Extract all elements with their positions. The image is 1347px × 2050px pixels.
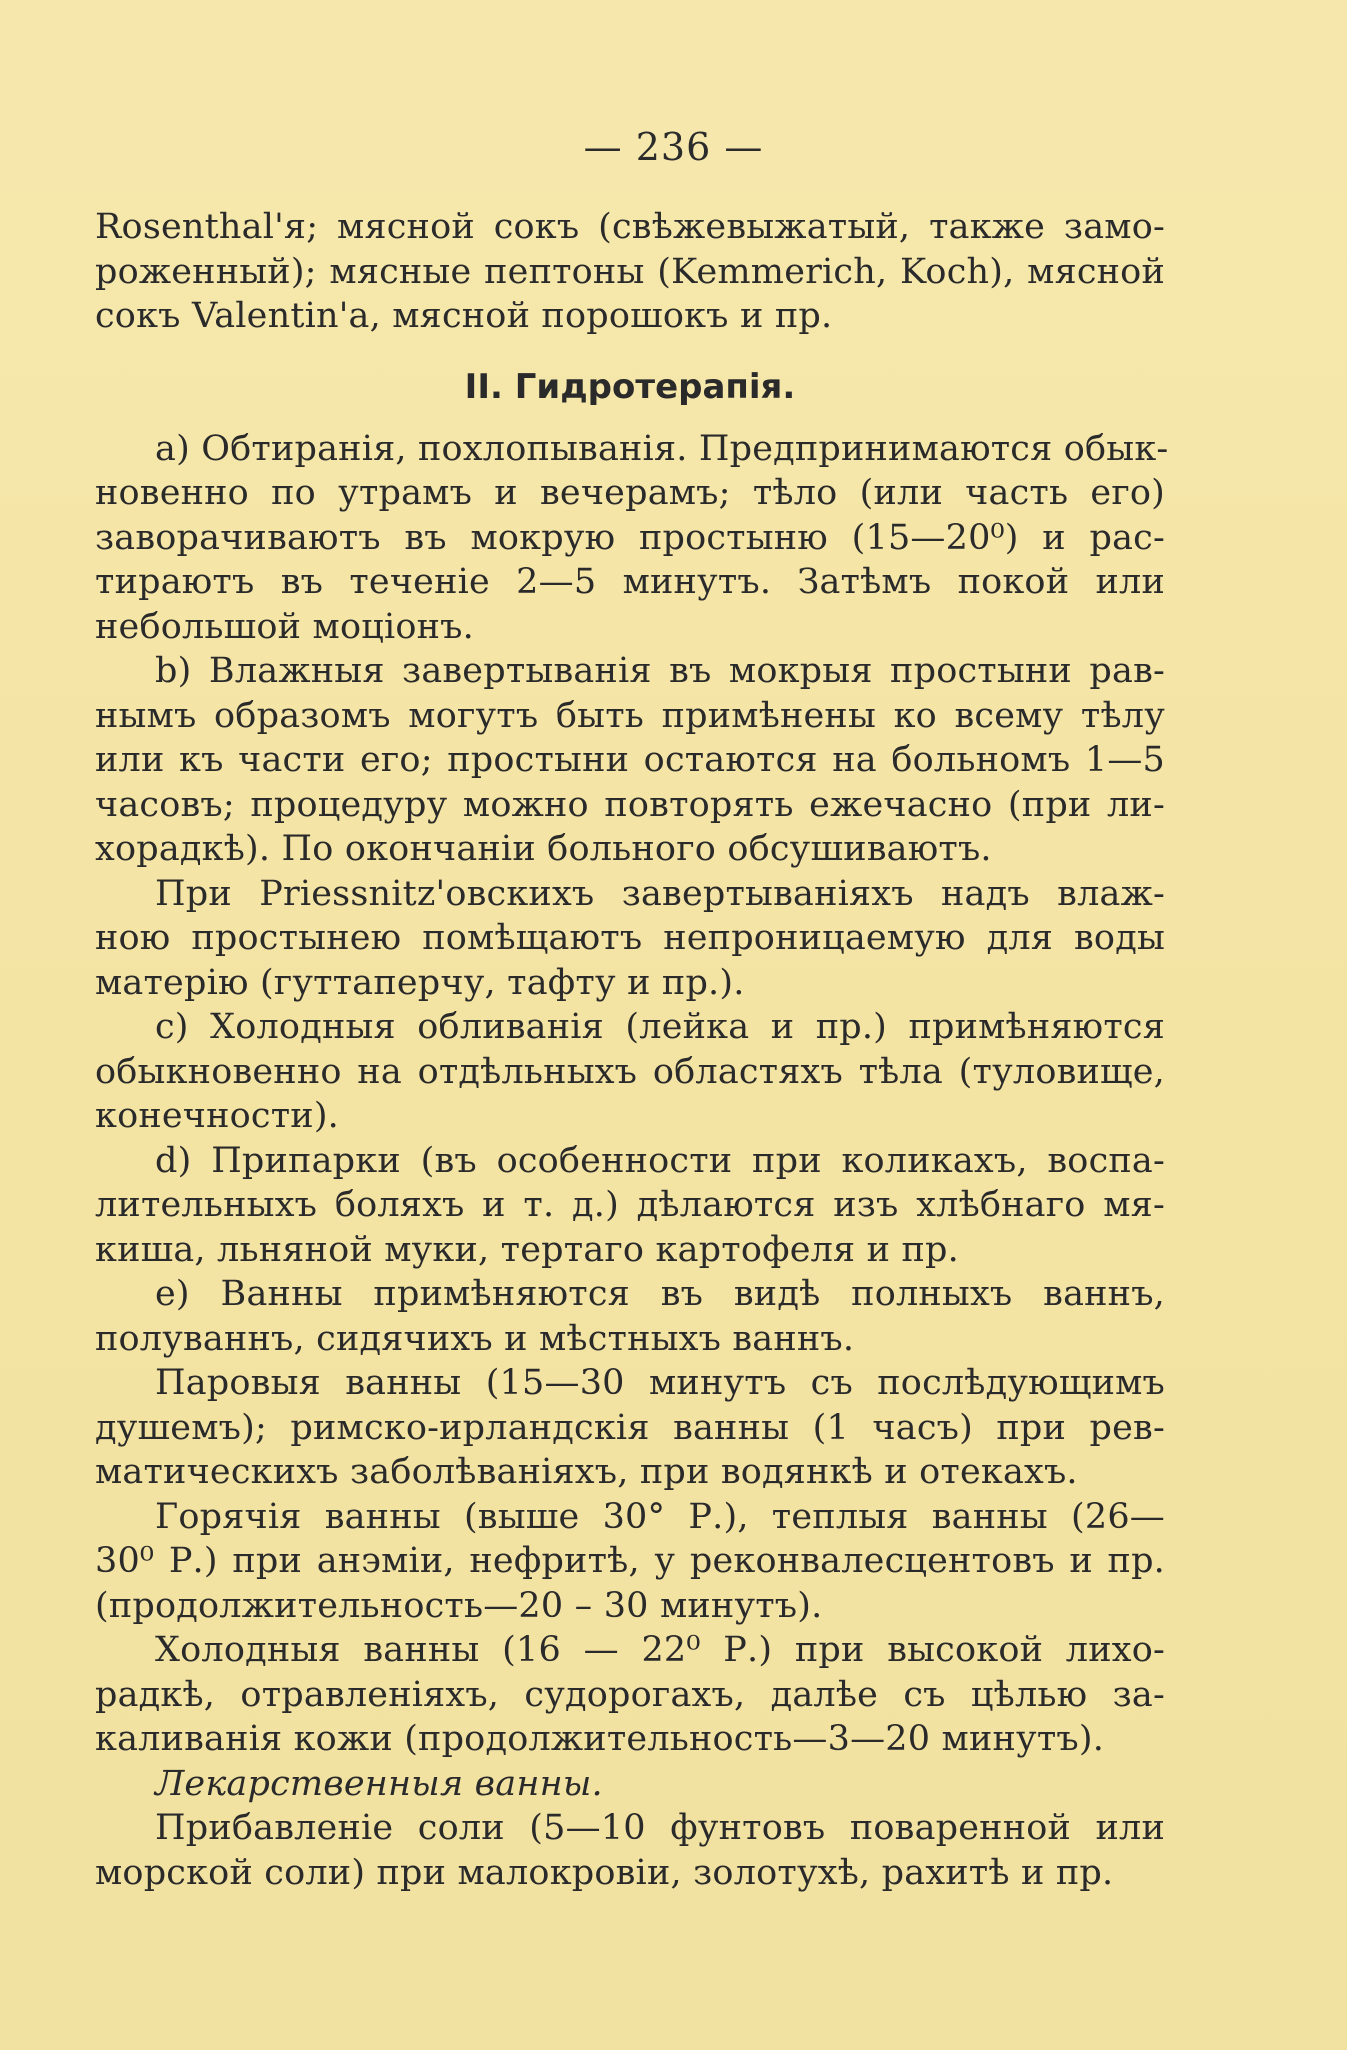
page-number: — 236 — (583, 125, 764, 169)
text-line: b) Влажныя завертыванія въ мокрыя простыни рав- (155, 651, 1165, 691)
text-line: сокъ Valentin'а, мясной порошокъ и пр. (95, 296, 833, 336)
text-line: заворачиваютъ въ мокрую простыню (15—20⁰) и рас- (95, 517, 1165, 558)
text-line: морской соли) при малокровіи, золотухѣ, рахитѣ и пр. (95, 1852, 1114, 1893)
text-line: конечности). (95, 1096, 339, 1136)
text-line: радкѣ, отравленіяхъ, судорогахъ, далѣе съ цѣлью за- (95, 1674, 1165, 1715)
text-line: тираютъ въ теченіе 2—5 минутъ. Затѣмъ покой или (95, 562, 1165, 602)
text-line: а) Обтиранія, похлопыванія. Предпринимаются обык- (155, 428, 1169, 469)
text-line: e) Ванны примѣняются въ видѣ полныхъ ваннъ, (155, 1274, 1165, 1314)
text-line: часовъ; процедуру можно повторять ежечасно (при ли- (95, 784, 1165, 825)
text-line: полуваннъ, сидячихъ и мѣстныхъ ваннъ. (95, 1318, 855, 1359)
text-line: или къ части его; простыни остаются на больномъ 1—5 (95, 740, 1165, 780)
text-line: обыкновенно на отдѣльныхъ областяхъ тѣла (туловище, (95, 1051, 1165, 1092)
text-line: матерію (гуттаперчу, тафту и пр.). (95, 962, 745, 1003)
text-line: Прибавленіе соли (5—10 фунтовъ поваренной или (155, 1808, 1165, 1848)
text-line: (продолжительность—20 – 30 минутъ). (95, 1585, 823, 1626)
text-line: Rosenthal'я; мясной сокъ (свѣжевыжатый, также замо- (95, 207, 1165, 247)
text-line: ною простынею помѣщаютъ непроницаемую для воды (95, 918, 1165, 958)
text-line: хорадкѣ). По окончаніи больного обсушиваютъ. (95, 829, 992, 869)
subheading: Лекарственныя ванны. (155, 1763, 603, 1804)
text-line: 30⁰ Р.) при анэміи, нефритѣ, у реконвалесцентовъ и пр. (95, 1541, 1165, 1581)
text-line: При Priessnitz'овскихъ завертываніяхъ надъ влаж- (155, 873, 1165, 914)
text-line: Горячія ванны (выше 30° Р.), теплыя ванны (26— (155, 1496, 1165, 1537)
text-line: роженный); мясные пептоны (Kemmerich, Koch), мясной (95, 251, 1165, 292)
section-heading: II. Гидротерапія. (464, 366, 796, 407)
text-line: новенно по утрамъ и вечерамъ; тѣло (или часть его) (95, 473, 1165, 513)
text-line: нымъ образомъ могутъ быть примѣнены ко всему тѣлу (95, 695, 1165, 736)
text-line: матическихъ заболѣваніяхъ, при водянкѣ и отекахъ. (95, 1452, 1078, 1492)
text-line: d) Припарки (въ особенности при коликахъ, воспа- (155, 1140, 1165, 1181)
text-line: небольшой моціонъ. (95, 606, 474, 647)
text-line: лительныхъ боляхъ и т. д.) дѣлаются изъ хлѣбнаго мя- (95, 1185, 1165, 1225)
text-line: киша, льняной муки, тертаго картофеля и пр. (95, 1229, 959, 1270)
text-line: каливанія кожи (продолжительность—3—20 минутъ). (95, 1719, 1105, 1759)
text-line: c) Холодныя обливанія (лейка и пр.) примѣняются (155, 1007, 1165, 1047)
text-line: душемъ); римско-ирландскія ванны (1 часъ) при рев- (95, 1407, 1165, 1448)
page-body (95, 205, 1169, 1895)
text-line: Холодныя ванны (16 — 22⁰ Р.) при высокой лихо- (155, 1630, 1165, 1670)
text-line: Паровыя ванны (15—30 минутъ съ послѣдующимъ (155, 1363, 1165, 1403)
